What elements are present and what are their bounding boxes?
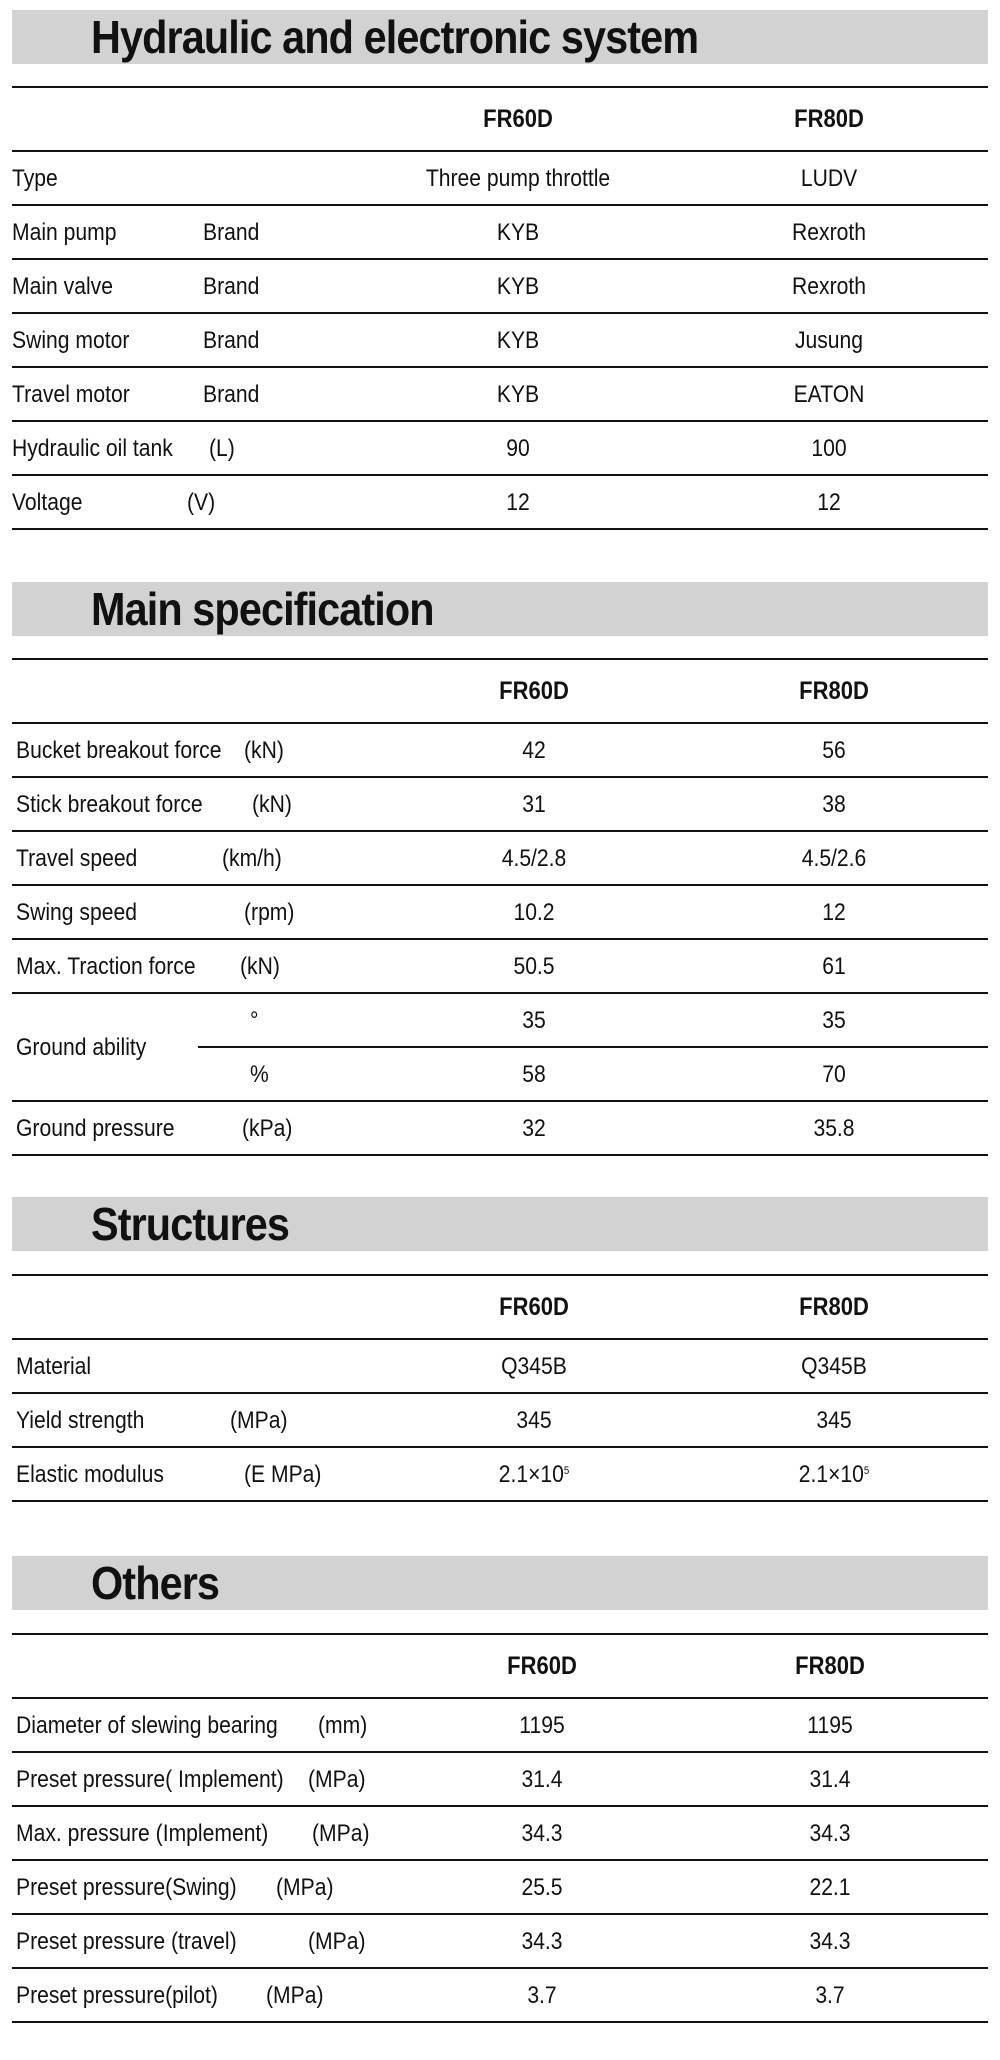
value-exponent: 5 [563,1465,570,1477]
section-title-hydraulic: Hydraulic and electronic system [91,11,699,63]
row-unit: (MPa) [312,1820,370,1847]
table-row [12,1807,988,1861]
value-fr80d: 34.3 [809,1820,851,1847]
row-label: Stick breakout force [16,791,203,818]
row-unit: Brand [203,381,260,408]
value-fr80d: 100 [811,435,847,462]
row-unit: (MPa) [266,1982,324,2009]
value-base: 2.1×10 [498,1461,564,1488]
row-unit: (km/h) [222,845,282,872]
column-header-fr80d: FR80D [794,105,864,133]
column-header-fr60d: FR60D [499,677,569,705]
row-unit: (kN) [252,791,292,818]
value-fr80d: 34.3 [809,1928,851,1955]
row-label: Preset pressure (travel) [16,1928,237,1955]
value-fr80d: 4.5/2.6 [801,845,867,872]
value-fr60d: 12 [506,489,530,516]
row-unit: (kN) [240,953,280,980]
table-header-hydraulic [12,92,988,146]
column-header-fr80d: FR80D [799,677,869,705]
value-fr80d: 12 [822,899,846,926]
value-fr60d [402,1448,666,1502]
rule [12,2021,988,2023]
value-fr80d: 56 [822,737,846,764]
value-fr60d: Three pump throttle [425,165,611,192]
row-unit: (MPa) [308,1928,366,1955]
value-fr60d: KYB [496,219,540,246]
table-header-structures [12,1280,988,1334]
rule [12,528,988,530]
column-header-fr80d: FR80D [795,1652,865,1680]
value-fr80d: 38 [822,791,846,818]
row-unit: Brand [203,219,260,246]
row-label: Travel speed [16,845,138,872]
row-label: Type [12,165,58,192]
value-fr80d: 35.8 [813,1115,855,1142]
value-fr80d [702,1448,966,1502]
rule [12,1154,988,1156]
table-row [12,1861,988,1915]
value-fr80d: Rexroth [792,273,866,300]
table-row [12,1699,988,1753]
value-fr60d: 58 [522,1061,546,1088]
table-row-ground-ability [12,994,988,1102]
value-fr80d: 3.7 [815,1982,845,2009]
table-row [12,422,988,476]
row-unit: (V) [187,489,216,516]
section-title-main: Main specification [91,583,434,635]
table-row [12,724,988,778]
section-band-structures [12,1197,988,1251]
value-fr60d: Q345B [501,1353,567,1380]
value-fr80d: 31.4 [809,1766,851,1793]
row-unit: (mm) [318,1712,368,1739]
row-unit: (L) [209,435,235,462]
table-row [12,314,988,368]
section-band-others [12,1556,988,1610]
table-row [12,778,988,832]
value-fr80d: 70 [822,1061,846,1088]
section-title-structures: Structures [91,1198,290,1250]
section-title-others: Others [91,1557,220,1609]
value-base: 2.1×10 [798,1461,864,1488]
value-fr60d: KYB [496,327,540,354]
value-fr80d: LUDV [800,165,858,192]
value-fr60d: 50.5 [513,953,555,980]
row-label: Ground ability [16,1034,147,1061]
table-row [12,1448,988,1502]
value-fr80d: 22.1 [809,1874,851,1901]
rule [12,86,988,88]
row-label: Main valve [12,273,113,300]
row-unit: (rpm) [244,899,295,926]
table-row [12,1340,988,1394]
row-label: Diameter of slewing bearing [16,1712,278,1739]
value-fr60d: 4.5/2.8 [501,845,567,872]
value-fr60d: 31 [522,791,546,818]
table-row [12,1753,988,1807]
row-unit: (kN) [244,737,284,764]
row-label: Max. Traction force [16,953,196,980]
value-fr60d: KYB [496,273,540,300]
value-fr80d: Q345B [801,1353,867,1380]
value-fr60d: 345 [516,1407,552,1434]
table-header-others [12,1639,988,1693]
table-row [12,152,988,206]
row-label: Swing speed [16,899,137,926]
rule [12,1500,988,1502]
value-fr60d: 1195 [519,1712,565,1739]
row-unit: (E MPa) [244,1461,322,1488]
row-unit: (MPa) [276,1874,334,1901]
column-header-fr80d: FR80D [799,1293,869,1321]
rule [12,1633,988,1635]
row-unit: Brand [203,327,260,354]
value-fr60d: 10.2 [513,899,555,926]
value-fr80d: 1195 [807,1712,853,1739]
row-label: Ground pressure [16,1115,175,1142]
section-band-hydraulic [12,10,988,64]
row-label: Preset pressure(pilot) [16,1982,218,2009]
row-label: Max. pressure (Implement) [16,1820,269,1847]
value-fr60d: 31.4 [521,1766,563,1793]
value-fr80d: Jusung [794,327,864,354]
value-fr80d: 35 [822,1007,846,1034]
table-row [12,476,988,530]
row-unit-percent: % [250,1061,269,1088]
column-header-fr60d: FR60D [507,1652,577,1680]
value-fr80d: Rexroth [792,219,866,246]
rule [12,658,988,660]
table-row [12,940,988,994]
rule [12,1274,988,1276]
row-label: Travel motor [12,381,130,408]
row-label: Voltage [12,489,83,516]
row-unit-degree: ° [250,1007,259,1034]
column-header-fr60d: FR60D [483,105,553,133]
value-fr60d: 32 [522,1115,546,1142]
row-unit: (MPa) [308,1766,366,1793]
table-row [12,1394,988,1448]
table-row [12,832,988,886]
table-row [12,886,988,940]
row-label: Yield strength [16,1407,145,1434]
value-exponent: 5 [863,1465,870,1477]
row-label: Hydraulic oil tank [12,435,173,462]
table-row [12,368,988,422]
row-label: Swing motor [12,327,130,354]
table-row [12,260,988,314]
row-label: Preset pressure( Implement) [16,1766,284,1793]
row-label: Material [16,1353,92,1380]
row-label: Elastic modulus [16,1461,164,1488]
value-fr80d: 12 [817,489,841,516]
value-fr60d: 34.3 [521,1820,563,1847]
value-fr80d: 61 [822,953,846,980]
table-row [12,1102,988,1156]
row-unit: Brand [203,273,260,300]
row-unit: (MPa) [230,1407,288,1434]
value-fr60d: 42 [522,737,546,764]
column-header-fr60d: FR60D [499,1293,569,1321]
value-fr60d: 34.3 [521,1928,563,1955]
row-label: Preset pressure(Swing) [16,1874,237,1901]
value-fr60d: 35 [522,1007,546,1034]
value-fr80d: EATON [793,381,865,408]
value-fr60d: 3.7 [527,1982,557,2009]
table-row [12,206,988,260]
value-fr80d: 345 [816,1407,852,1434]
table-row [12,1969,988,2023]
row-label: Main pump [12,219,117,246]
row-label: Bucket breakout force [16,737,222,764]
table-row [12,1915,988,1969]
value-fr60d: KYB [496,381,540,408]
row-unit: (kPa) [242,1115,293,1142]
section-band-main [12,582,988,636]
table-header-main [12,664,988,718]
value-fr60d: 25.5 [521,1874,563,1901]
value-fr60d: 90 [506,435,530,462]
